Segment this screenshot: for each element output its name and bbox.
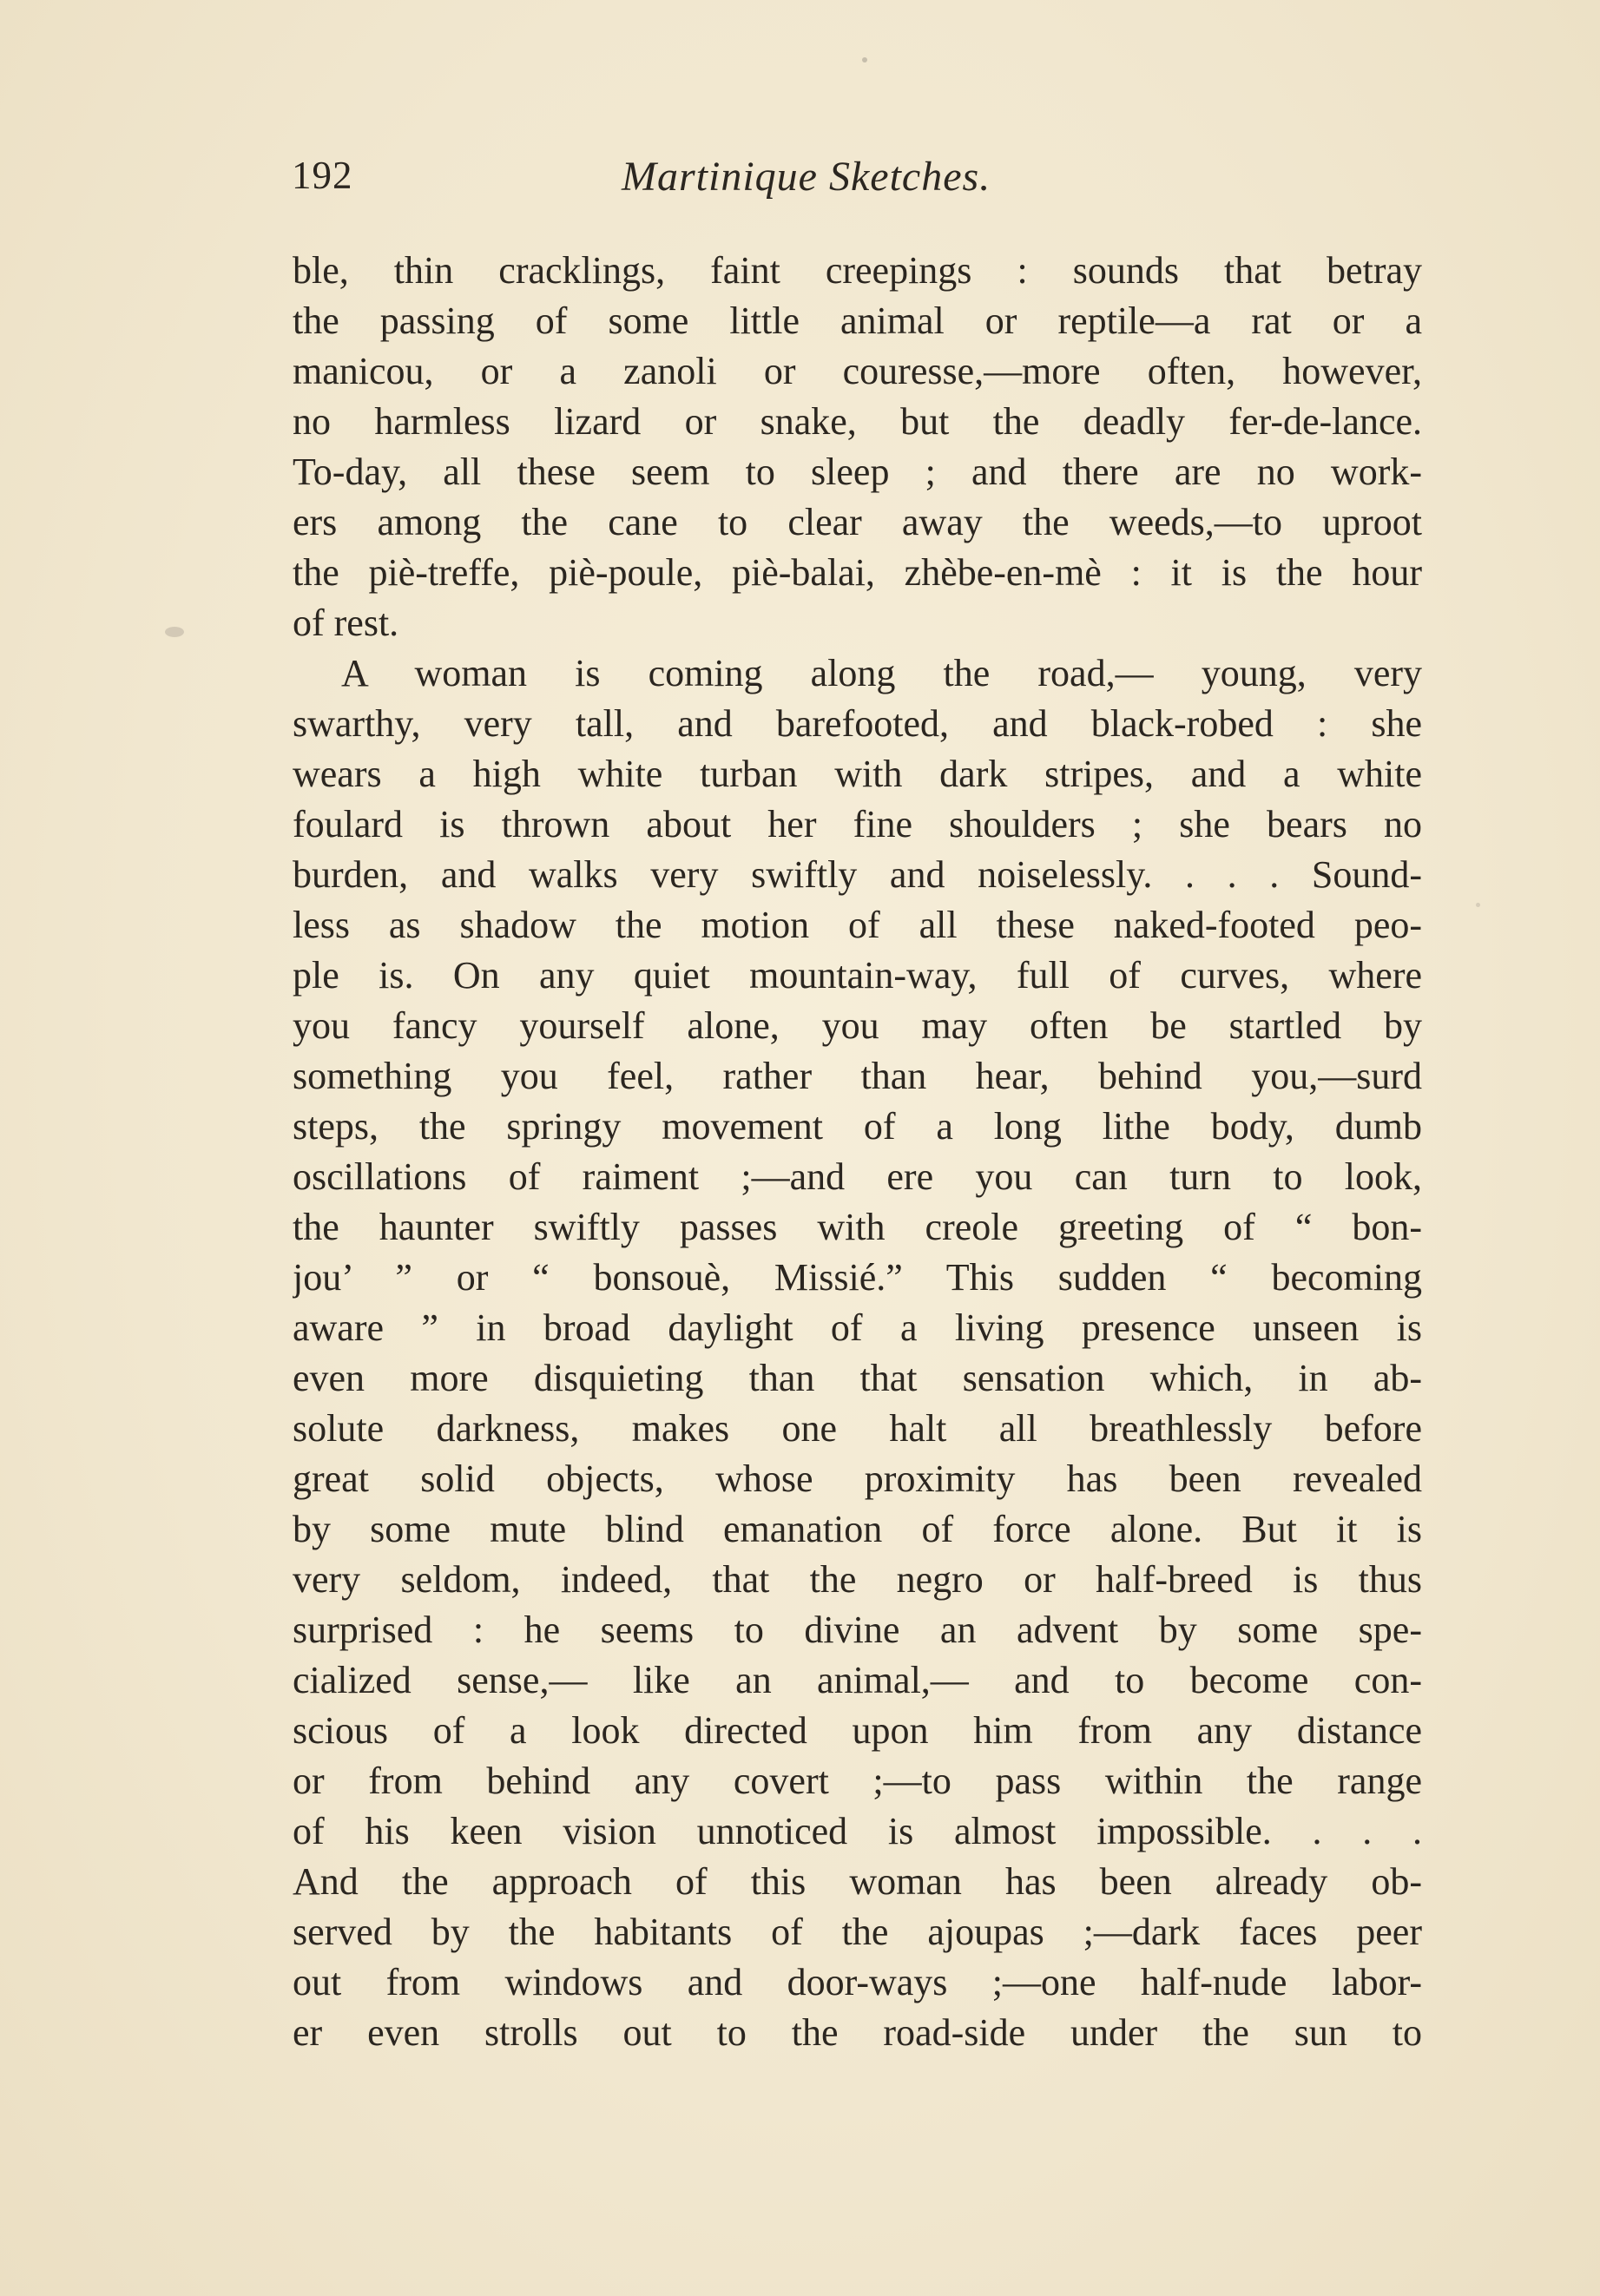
paper-speck — [862, 57, 867, 62]
text-line: less as shadow the motion of all these naked-footed peo- — [293, 904, 1422, 946]
body-text — [293, 246, 1422, 2058]
text-line: or from behind any covert ;—to pass within the range — [293, 1760, 1422, 1802]
text-line: oscillations of raiment ;—and ere you can turn to look, — [293, 1155, 1422, 1198]
text-line: aware ” in broad daylight of a living presence unseen is — [293, 1306, 1422, 1349]
paper-speck — [165, 627, 184, 637]
text-line: swarthy, very tall, and barefooted, and black-robed : she — [293, 702, 1422, 745]
text-line: cialized sense,— like an animal,— and to become con- — [293, 1659, 1422, 1701]
text-line: of his keen vision unnoticed is almost impossible. . . . — [293, 1810, 1422, 1852]
text-line: solute darkness, makes one halt all breathlessly before — [293, 1407, 1422, 1450]
text-line: you fancy yourself alone, you may often be startled by — [293, 1004, 1422, 1047]
paper-speck — [1476, 903, 1480, 907]
text-line: burden, and walks very swiftly and noiselessly. . . . Sound- — [293, 853, 1422, 896]
running-head: Martinique Sketches. — [622, 154, 991, 200]
text-line: steps, the springy movement of a long lithe body, dumb — [293, 1105, 1422, 1148]
text-line: out from windows and door-ways ;—one half-nude labor- — [293, 1961, 1422, 2003]
text-line: wears a high white turban with dark stripes, and a white — [293, 753, 1422, 795]
text-line: served by the habitants of the ajoupas ;—dark faces peer — [293, 1911, 1422, 1953]
text-line: And the approach of this woman has been already ob- — [293, 1860, 1422, 1903]
page-header — [292, 146, 1420, 207]
text-line: scious of a look directed upon him from any distance — [293, 1709, 1422, 1752]
text-line: foulard is thrown about her fine shoulders ; she bears no — [293, 803, 1422, 845]
text-line: even more disquieting than that sensation which, in ab- — [293, 1357, 1422, 1399]
text-line: To-day, all these seem to sleep ; and there are no work- — [293, 451, 1422, 493]
text-line: the passing of some little animal or reptile—a rat or a — [293, 299, 1422, 342]
text-line: manicou, or a zanoli or couresse,—more often, however, — [293, 350, 1422, 392]
text-line: ble, thin cracklings, faint creepings : sounds that betray — [293, 249, 1422, 292]
text-line: surprised : he seems to divine an advent by some spe- — [293, 1609, 1422, 1651]
text-line: very seldom, indeed, that the negro or half-breed is thus — [293, 1558, 1422, 1601]
text-line: jou’ ” or “ bonsouè, Missié.” This sudden “ becoming — [293, 1256, 1422, 1299]
text-line: great solid objects, whose proximity has been revealed — [293, 1457, 1422, 1500]
text-line: er even strolls out to the road-side under the sun to — [293, 2011, 1422, 2054]
text-line: by some mute blind emanation of force alone. But it is — [293, 1508, 1422, 1550]
text-line: the piè-treffe, piè-poule, piè-balai, zhèbe-en-mè : it is the hour — [293, 551, 1422, 594]
text-line: of rest. — [293, 602, 399, 644]
text-line: something you feel, rather than hear, behind you,—surd — [293, 1055, 1422, 1097]
page-number: 192 — [292, 154, 353, 197]
text-line: ple is. On any quiet mountain-way, full of curves, where — [293, 954, 1422, 997]
text-line: ers among the cane to clear away the weeds,—to uproot — [293, 501, 1422, 543]
text-line: no harmless lizard or snake, but the deadly fer-de-lance. — [293, 400, 1422, 443]
text-line: the haunter swiftly passes with creole greeting of “ bon- — [293, 1206, 1422, 1248]
text-line: A woman is coming along the road,— young, very — [341, 652, 1422, 694]
